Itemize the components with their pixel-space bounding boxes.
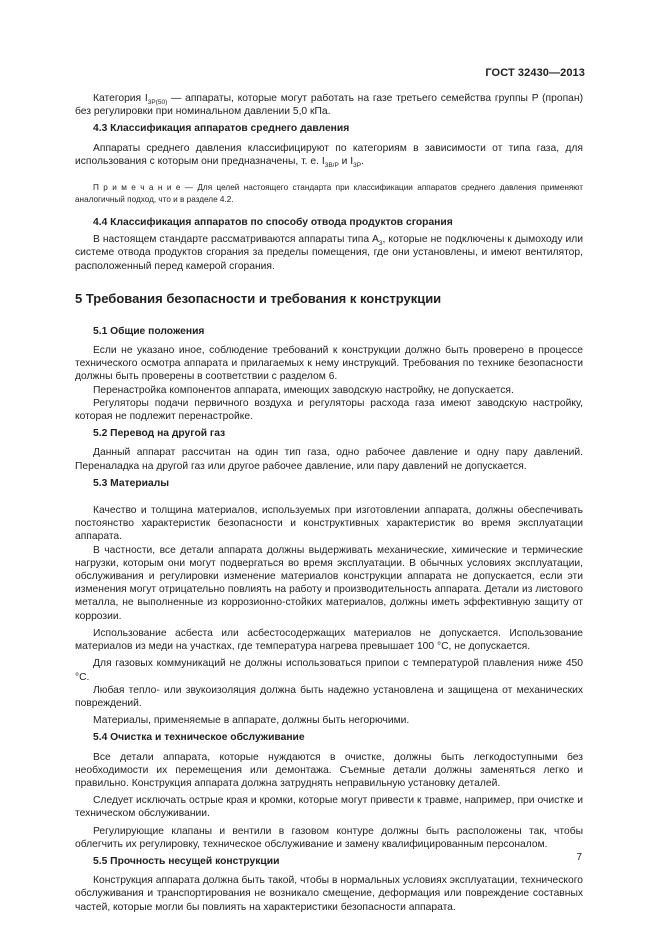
paragraph: Использование асбеста или асбестосодержащих материалов не допускается. Использование материалов из меди на участках, где температура нагрева превышает 100 °С, не допускается. bbox=[75, 627, 583, 653]
paragraph: Данный аппарат рассчитан на один тип газа, одно рабочее давление и одну пару давлений. Переналадка на другой газ или другое рабочее давление, или пару давлений не допускается. bbox=[75, 447, 583, 472]
paragraph: Качество и толщина материалов, используемых при изготовлении аппарата, должны обеспечивать постоянство характеристик безопасности и конструктивных характеристик во время эксплуатации аппарата. bbox=[75, 505, 583, 543]
paragraph: Если не указано иное, соблюдение требований к конструкции должно быть проверено в процессе технического осмотра аппарата и прилагаемых к нему инструкций. Требования по технике безопасности должны быть проверены в соответствии с разделом 6. bbox=[75, 345, 583, 383]
section-heading-5-2: 5.2 Перевод на другой газ bbox=[93, 428, 226, 440]
page-number: 7 bbox=[576, 852, 582, 863]
note: П р и м е ч а н и е — Для целей настоящего стандарта при классификации аппаратов среднего давления применяют аналогичный подход, что и в разделе 4.2. bbox=[75, 183, 583, 205]
section-heading-5-5: 5.5 Прочность несущей конструкции bbox=[93, 855, 280, 867]
section-heading-5-4: 5.4 Очистка и техническое обслуживание bbox=[93, 732, 305, 744]
paragraph: В настоящем стандарте рассматриваются аппараты типа $А_3$, которые не подключены к дымоходу или системе отвода продуктов сгорания за пределы помещения, где они установлены, и имеют вентилятор, расположенный перед камерой сгорания. bbox=[75, 234, 583, 272]
section-heading-4-3: 4.3 Классификация аппаратов среднего давления bbox=[93, 123, 350, 135]
paragraph: Аппараты среднего давления классифицируют по категориям в зависимости от типа газа, для использования с которым они предназначены, т. е. $I_{3B/P}$ и $I_{3P}$. bbox=[75, 142, 583, 169]
paragraph: Категория $I_{3P(50)}$ — аппараты, которые могут работать на газе третьего семейства группы P (пропан) без регулировки при номинальном давлении 5,0 кПа. bbox=[75, 93, 584, 118]
paragraph: В частности, все детали аппарата должны выдерживать механические, химические и термические нагрузки, которым они могут подвергаться во время эксплуатации. В обычных условиях эксплуатации, обслуживания и регулировки изменение материалов конструкции аппарата не допускается, если эти изменения могут отрицательно повлиять на работу и производительность аппарата. Детали из листового металла, не выполненные из коррозионно-стойких материалов, должны иметь эффективную защиту от коррозии. bbox=[75, 544, 583, 622]
section-heading-5-3: 5.3 Материалы bbox=[93, 477, 170, 489]
document-code: ГОСТ 32430—2013 bbox=[485, 67, 585, 79]
paragraph: Конструкция аппарата должна быть такой, чтобы в нормальных условиях эксплуатации, технического обслуживания и транспортирования не возникало смещение, деформация или повреждение составных частей, которые могли бы повлиять на характеристики безопасности аппарата. bbox=[75, 875, 583, 913]
paragraph: Все детали аппарата, которые нуждаются в очистке, должны быть легкодоступными без необходимости их перемещения или демонтажа. Съемные детали должны заменяться легко и правильно. Конструкция аппарата должна затруднять неправильную установку деталей. bbox=[75, 751, 583, 789]
chapter-heading-5: 5 Требования безопасности и требования к конструкции bbox=[75, 290, 442, 306]
paragraph: Перенастройка компонентов аппарата, имеющих заводскую настройку, не допускается. bbox=[93, 384, 514, 396]
paragraph: Следует исключать острые края и кромки, которые могут привести к травме, например, при очистке и техническом обслуживании. bbox=[75, 795, 583, 820]
section-heading-5-1: 5.1 Общие положения bbox=[93, 325, 205, 337]
section-heading-4-4: 4.4 Классификация аппаратов по способу отвода продуктов сгорания bbox=[93, 217, 453, 229]
page-body bbox=[75, 92, 583, 914]
paragraph: Регуляторы подачи первичного воздуха и регуляторы расхода газа имеют заводскую настройку, которая не подлежит перенастройке. bbox=[75, 397, 583, 423]
paragraph: Материалы, применяемые в аппарате, должны быть негорючими. bbox=[93, 715, 410, 727]
paragraph: Регулирующие клапаны и вентили в газовом контуре должны быть расположены так, чтобы облегчить их регулировку, техническое обслуживание и замену квалифицированным персоналом. bbox=[75, 825, 583, 850]
paragraph: Для газовых коммуникаций не должны использоваться припои с температурой плавления ниже 450 °С. bbox=[75, 658, 583, 683]
paragraph: Любая тепло- или звукоизоляция должна быть надежно установлена и защищена от механических повреждений. bbox=[75, 684, 583, 709]
